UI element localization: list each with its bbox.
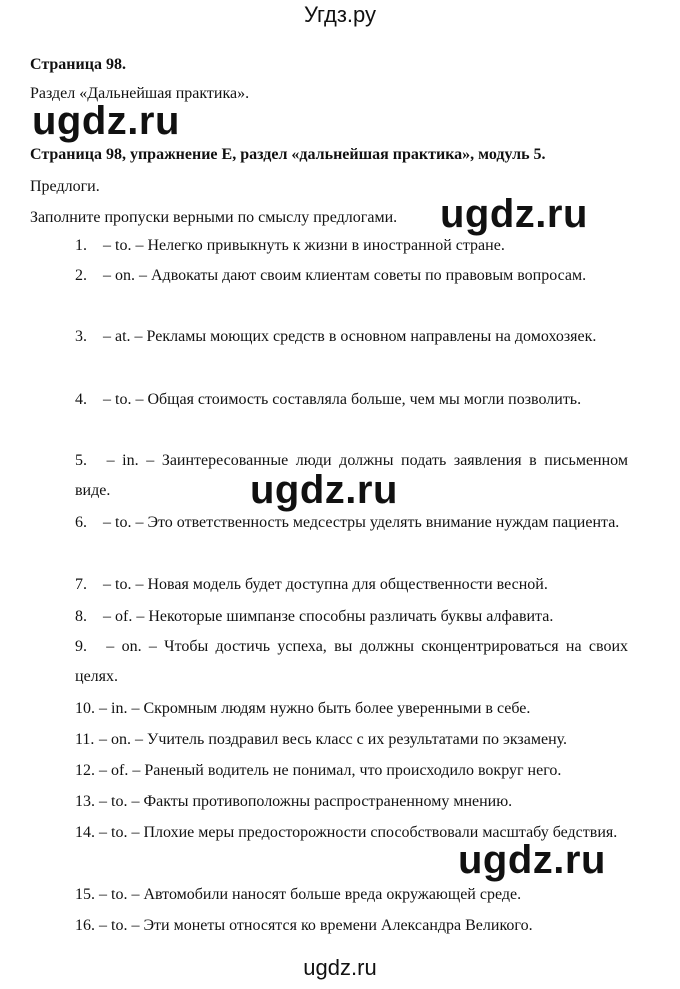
item-text: – on. – Чтобы достичь успеха, вы должны сконцентрироваться на своих целях.	[75, 638, 628, 685]
item-text: – on. – Адвокаты дают своим клиентам советы по правовым вопросам.	[99, 267, 587, 284]
item-text: – of. – Раненый водитель не понимал, что происходило вокруг него.	[99, 762, 562, 779]
item-number: 9.	[75, 638, 87, 655]
item-number: 11.	[75, 731, 95, 748]
site-footer: ugdz.ru	[303, 955, 377, 980]
watermark-2: ugdz.ru	[440, 192, 588, 236]
instruction: Заполните пропуски верными по смыслу предлогами.	[30, 209, 398, 226]
item-text: – to. – Нелегко привыкнуть к жизни в иностранной стране.	[99, 237, 505, 254]
item-text: – to. – Общая стоимость составляла больше, чем мы могли позволить.	[99, 391, 582, 408]
list-item-1	[75, 231, 628, 261]
item-number: 6.	[75, 514, 87, 531]
item-number: 16.	[75, 917, 95, 934]
item-number: 2.	[75, 267, 87, 284]
item-text: – to. – Факты противоположны распространенному мнению.	[99, 793, 513, 810]
watermark-4: ugdz.ru	[458, 838, 606, 882]
list-item-16	[75, 911, 628, 941]
list-item-13	[75, 787, 628, 817]
exercise-title: Страница 98, упражнение E, раздел «дальнейшая практика», модуль 5.	[30, 146, 546, 163]
item-number: 15.	[75, 886, 95, 903]
item-text: – in. – Скромным людям нужно быть более уверенными в себе.	[99, 700, 531, 717]
item-number: 14.	[75, 824, 95, 841]
item-number: 4.	[75, 391, 87, 408]
item-text: – at. – Рекламы моющих средств в основном направлены на домохозяек.	[99, 328, 597, 345]
item-text: – of. – Некоторые шимпанзе способны различать буквы алфавита.	[99, 608, 554, 625]
item-number: 13.	[75, 793, 95, 810]
watermark-3: ugdz.ru	[250, 468, 398, 512]
list-item-11	[75, 725, 628, 755]
item-text: – on. – Учитель поздравил весь класс с их результатами по экзамену.	[99, 731, 568, 748]
page-title: Страница 98.	[30, 56, 126, 73]
item-number: 8.	[75, 608, 87, 625]
item-number: 3.	[75, 328, 87, 345]
list-item-6	[75, 508, 628, 538]
topic-label: Предлоги.	[30, 178, 100, 195]
item-number: 7.	[75, 576, 87, 593]
list-item-4	[75, 385, 628, 415]
item-text: – to. – Эти монеты относятся ко времени Александра Великого.	[99, 917, 533, 934]
list-item-10	[75, 694, 628, 724]
list-item-15	[75, 880, 628, 910]
item-text: – to. – Новая модель будет доступна для общественности весной.	[99, 576, 548, 593]
list-item-8	[75, 602, 628, 632]
item-text: – to. – Автомобили наносят больше вреда окружающей среде.	[99, 886, 522, 903]
item-number: 5.	[75, 452, 87, 469]
site-header: Угдз.ру	[303, 2, 377, 27]
item-text: – to. – Плохие меры предосторожности способствовали масштабу бедствия.	[99, 824, 618, 841]
section-label: Раздел «Дальнейшая практика».	[30, 85, 250, 102]
item-number: 1.	[75, 237, 87, 254]
watermark-1: ugdz.ru	[32, 99, 180, 143]
list-item-2	[75, 261, 628, 291]
item-number: 12.	[75, 762, 95, 779]
list-item-3	[75, 322, 628, 352]
item-text: – to. – Это ответственность медсестры уделять внимание нуждам пациента.	[99, 514, 620, 531]
item-text: – in. – Заинтересованные люди должны подать заявления в письменном виде.	[75, 452, 628, 499]
list-item-7	[75, 570, 628, 600]
list-item-12	[75, 756, 628, 786]
list-item-9	[75, 632, 628, 692]
item-number: 10.	[75, 700, 95, 717]
